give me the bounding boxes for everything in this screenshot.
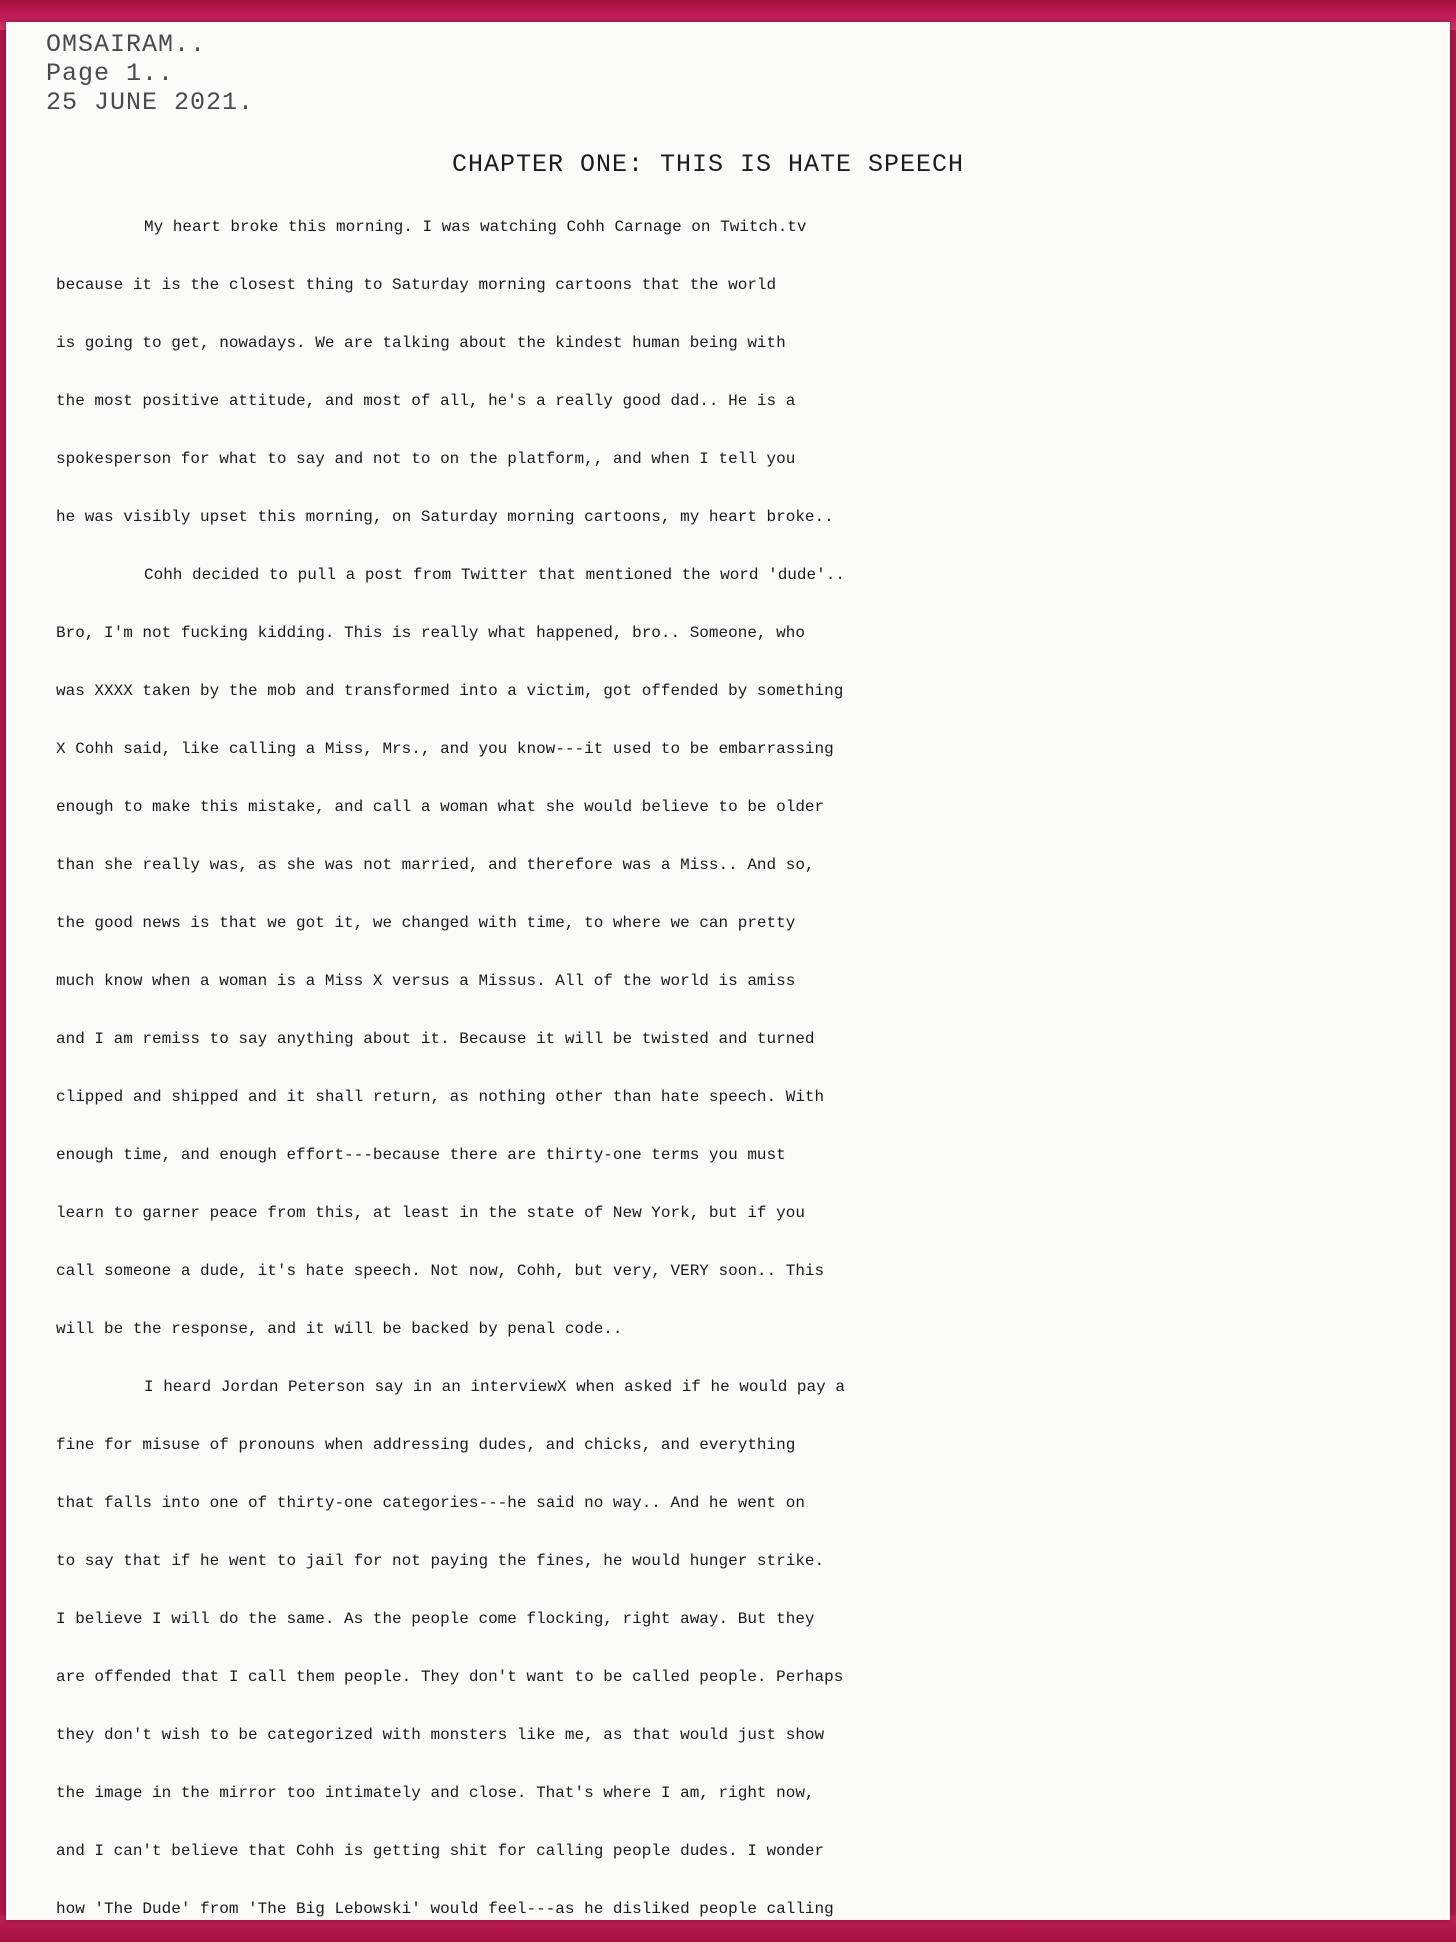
text-line: clipped and shipped and it shall return, as nothing other than hate speech. With	[56, 1088, 825, 1106]
text-line: I heard Jordan Peterson say in an interviewX when asked if he would pay a	[144, 1378, 845, 1396]
body-text	[56, 198, 1436, 1920]
text-line: the most positive attitude, and most of all, he's a really good dad.. He is a	[56, 392, 796, 410]
text-line: are offended that I call them people. They don't want to be called people. Perhaps	[56, 1668, 844, 1686]
page-header	[46, 30, 254, 117]
text-line: My heart broke this morning. I was watching Cohh Carnage on Twitch.tv	[144, 218, 807, 236]
text-line: X Cohh said, like calling a Miss, Mrs., and you know---it used to be embarrassing	[56, 740, 834, 758]
text-line: Cohh decided to pull a post from Twitter that mentioned the word 'dude'..	[144, 566, 845, 584]
text-line: learn to garner peace from this, at least in the state of New York, but if you	[56, 1204, 805, 1222]
text-line: much know when a woman is a Miss X versus a Missus. All of the world is amiss	[56, 972, 796, 990]
typewritten-page	[6, 22, 1450, 1920]
text-line: and I am remiss to say anything about it. Because it will be twisted and turned	[56, 1030, 815, 1048]
text-line: enough time, and enough effort---because there are thirty-one terms you must	[56, 1146, 786, 1164]
header-line-2: Page 1..	[46, 59, 175, 88]
text-line: than she really was, as she was not married, and therefore was a Miss.. And so,	[56, 856, 815, 874]
text-line: call someone a dude, it's hate speech. Not now, Cohh, but very, VERY soon.. This	[56, 1262, 825, 1280]
text-line: is going to get, nowadays. We are talking about the kindest human being with	[56, 334, 786, 352]
text-line: will be the response, and it will be backed by penal code..	[56, 1320, 623, 1338]
text-line: that falls into one of thirty-one categories---he said no way.. And he went on	[56, 1494, 805, 1512]
text-line: the image in the mirror too intimately and close. That's where I am, right now,	[56, 1784, 815, 1802]
chapter-title: CHAPTER ONE: THIS IS HATE SPEECH	[451, 150, 965, 179]
text-line: Bro, I'm not fucking kidding. This is really what happened, bro.. Someone, who	[56, 624, 805, 642]
header-line-3: 25 JUNE 2021.	[46, 88, 255, 117]
header-line-1: OMSAIRAM..	[46, 30, 207, 59]
text-line: I believe I will do the same. As the people come flocking, right away. But they	[56, 1610, 815, 1628]
text-line: he was visibly upset this morning, on Saturday morning cartoons, my heart broke..	[56, 508, 834, 526]
text-line: because it is the closest thing to Saturday morning cartoons that the world	[56, 276, 777, 294]
text-line: spokesperson for what to say and not to on the platform,, and when I tell you	[56, 450, 796, 468]
text-line: was XXXX taken by the mob and transformed into a victim, got offended by something	[56, 682, 844, 700]
text-line: the good news is that we got it, we changed with time, to where we can pretty	[56, 914, 796, 932]
text-line: they don't wish to be categorized with monsters like me, as that would just show	[56, 1726, 825, 1744]
text-line: enough to make this mistake, and call a woman what she would believe to be older	[56, 798, 825, 816]
text-line: to say that if he went to jail for not paying the fines, he would hunger strike.	[56, 1552, 825, 1570]
text-line: how 'The Dude' from 'The Big Lebowski' would feel---as he disliked people calling	[56, 1900, 834, 1918]
text-line: fine for misuse of pronouns when addressing dudes, and chicks, and everything	[56, 1436, 796, 1454]
text-line: and I can't believe that Cohh is getting shit for calling people dudes. I wonder	[56, 1842, 825, 1860]
